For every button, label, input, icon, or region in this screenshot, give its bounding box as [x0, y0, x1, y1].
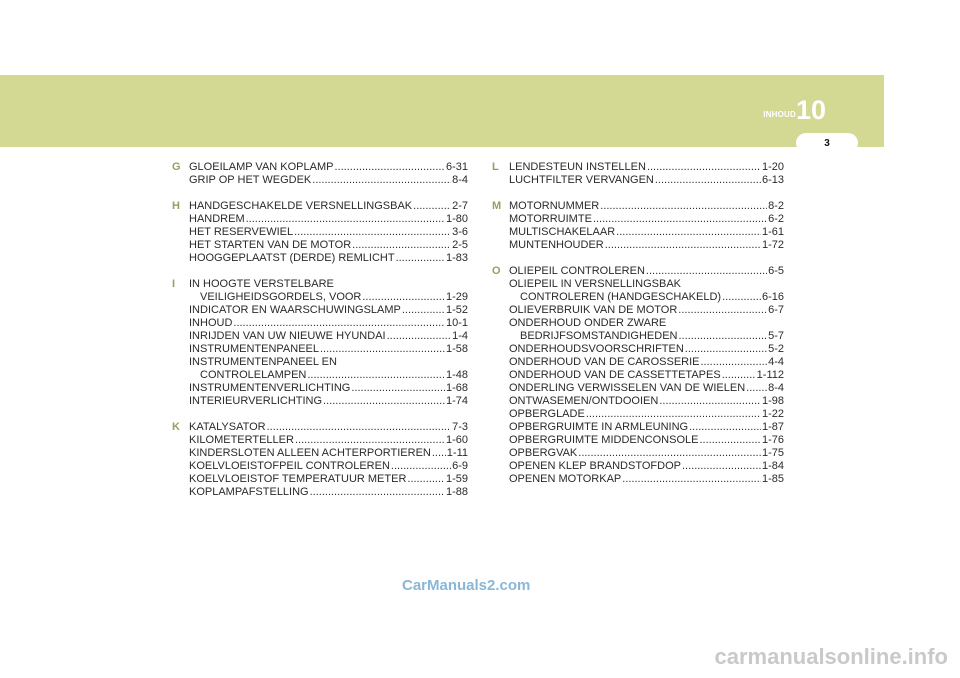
- index-entry[interactable]: [172, 291, 468, 304]
- index-entry[interactable]: [492, 447, 784, 460]
- entry-text: BEDRIJFSOMSTANDIGHEDEN: [520, 330, 678, 342]
- leader-dots: [678, 330, 767, 343]
- index-entry[interactable]: [172, 174, 468, 187]
- index-group: [172, 200, 468, 265]
- entry-text: HET STARTEN VAN DE MOTOR: [189, 239, 352, 251]
- entry-text: INRIJDEN VAN UW NIEUWE HYUNDAI: [189, 330, 386, 342]
- leader-dots: [593, 213, 767, 226]
- entry-text: OPBERGVAK: [509, 447, 578, 459]
- leader-dots: [622, 473, 761, 486]
- entry-page: 1-48: [445, 369, 468, 381]
- entry-text: INSTRUMENTENVERLICHTING: [189, 382, 351, 394]
- entry-page: 8-4: [452, 174, 468, 186]
- index-entry[interactable]: [172, 473, 468, 486]
- leader-dots: [233, 317, 445, 330]
- index-group: [172, 421, 468, 499]
- entry-text: INDICATOR EN WAARSCHUWINGSLAMP: [189, 304, 401, 316]
- index-entry: [172, 356, 468, 369]
- entry-text: OLIEPEIL IN VERSNELLINGSBAK: [509, 278, 681, 290]
- entry-page: 1-76: [761, 434, 784, 446]
- footer-watermark[interactable]: carmanualsonline.info: [714, 644, 948, 669]
- leader-dots: [362, 291, 445, 304]
- entry-page: 6-16: [761, 291, 784, 303]
- leader-dots: [323, 395, 445, 408]
- entry-text: OPBERGRUIMTE IN ARMLEUNING: [509, 421, 689, 433]
- index-entry[interactable]: [492, 291, 784, 304]
- index-column-right: [492, 161, 784, 499]
- leader-dots: [600, 200, 767, 213]
- leader-dots: [655, 174, 761, 187]
- index-entry[interactable]: [492, 421, 784, 434]
- index-entry[interactable]: [172, 369, 468, 382]
- entry-page: 1-84: [761, 460, 784, 472]
- leader-dots: [682, 460, 761, 473]
- leader-dots: [678, 304, 767, 317]
- index-entry[interactable]: [172, 395, 468, 408]
- entry-text: LENDESTEUN INSTELLEN: [509, 161, 646, 173]
- index-entry[interactable]: [492, 343, 784, 356]
- entry-text: HANDREM: [189, 213, 245, 225]
- index-entry[interactable]: [492, 473, 784, 486]
- entry-text: INSTRUMENTENPANEEL EN: [189, 356, 337, 368]
- leader-dots: [699, 434, 761, 447]
- entry-text: INSTRUMENTENPANEEL: [189, 343, 319, 355]
- entry-page: 2-5: [452, 239, 468, 251]
- index-entry[interactable]: [492, 174, 784, 187]
- leader-dots: [312, 174, 451, 187]
- entry-page: 8-4: [768, 382, 784, 394]
- entry-text: HOOGGEPLAATST (DERDE) REMLICHT: [189, 252, 395, 264]
- entry-text: OPBERGRUIMTE MIDDENCONSOLE: [509, 434, 699, 446]
- index-entry[interactable]: [492, 330, 784, 343]
- leader-dots: [307, 369, 445, 382]
- leader-dots: [689, 421, 761, 434]
- entry-text: MOTORNUMMER: [509, 200, 600, 212]
- entry-text: KOELVLOEISTOFPEIL CONTROLEREN: [189, 460, 390, 472]
- leader-dots: [701, 356, 768, 369]
- index-entry[interactable]: [492, 369, 784, 382]
- entry-page: 1-68: [445, 382, 468, 394]
- leader-dots: [578, 447, 761, 460]
- index-letter: L: [492, 161, 499, 173]
- leader-dots: [659, 395, 761, 408]
- entry-text: INHOUD: [189, 317, 233, 329]
- entry-text: IN HOOGTE VERSTELBARE: [189, 278, 334, 290]
- leader-dots: [407, 473, 445, 486]
- index-entry[interactable]: [172, 421, 468, 434]
- header-inner: [0, 75, 884, 147]
- page-number: 3: [824, 138, 830, 149]
- entry-page: 10-1: [445, 317, 468, 329]
- index-column-left: [172, 161, 468, 512]
- leader-dots: [320, 343, 445, 356]
- index-group: [492, 265, 784, 486]
- entry-page: 5-2: [768, 343, 784, 355]
- index-entry[interactable]: [492, 226, 784, 239]
- leader-dots: [295, 434, 445, 447]
- entry-text: ONDERHOUD ONDER ZWARE: [509, 317, 667, 329]
- index-entry[interactable]: [492, 408, 784, 421]
- leader-dots: [246, 213, 445, 226]
- index-entry[interactable]: [492, 304, 784, 317]
- leader-dots: [586, 408, 761, 421]
- entry-page: 6-9: [452, 460, 468, 472]
- entry-page: 1-22: [761, 408, 784, 420]
- entry-text: KILOMETERTELLER: [189, 434, 294, 446]
- leader-dots: [413, 200, 451, 213]
- entry-text: ONDERHOUDSVOORSCHRIFTEN: [509, 343, 684, 355]
- entry-text: KOELVLOEISTOF TEMPERATUUR METER: [189, 473, 407, 485]
- index-entry[interactable]: [172, 486, 468, 499]
- index-entry[interactable]: [172, 343, 468, 356]
- entry-page: 6-7: [768, 304, 784, 316]
- entry-text: KOPLAMPAFSTELLING: [189, 486, 309, 498]
- index-group: [492, 200, 784, 252]
- index-entry[interactable]: [172, 200, 468, 213]
- entry-text: MUNTENHOUDER: [509, 239, 604, 251]
- index-entry[interactable]: [172, 213, 468, 226]
- entry-page: 1-87: [761, 421, 784, 433]
- entry-text: ONDERHOUD VAN DE CAROSSERIE: [509, 356, 700, 368]
- entry-page: 1-52: [445, 304, 468, 316]
- entry-text: INTERIEURVERLICHTING: [189, 395, 323, 407]
- leader-dots: [722, 369, 756, 382]
- index-letter: K: [172, 421, 180, 433]
- leader-dots: [722, 291, 761, 304]
- entry-page: 4-4: [768, 356, 784, 368]
- index-entry[interactable]: [172, 434, 468, 447]
- entry-page: 1-80: [445, 213, 468, 225]
- leader-dots: [647, 161, 761, 174]
- index-entry[interactable]: [172, 317, 468, 330]
- entry-page: 1-59: [445, 473, 468, 485]
- leader-dots: [351, 382, 445, 395]
- entry-text: OPENEN KLEP BRANDSTOFDOP: [509, 460, 681, 472]
- entry-text: GRIP OP HET WEGDEK: [189, 174, 312, 186]
- leader-dots: [310, 486, 445, 499]
- index-letter: O: [492, 265, 501, 277]
- entry-text: HET RESERVEWIEL: [189, 226, 294, 238]
- entry-text: OPBERGLADE: [509, 408, 585, 420]
- index-entry[interactable]: [492, 265, 784, 278]
- entry-page: 6-2: [768, 213, 784, 225]
- leader-dots: [616, 226, 761, 239]
- header-band: [0, 75, 884, 147]
- index-entry[interactable]: [172, 226, 468, 239]
- index-entry[interactable]: [492, 239, 784, 252]
- entry-text: KINDERSLOTEN ALLEEN ACHTERPORTIEREN: [189, 447, 431, 459]
- index-entry[interactable]: [172, 330, 468, 343]
- entry-text: GLOEILAMP VAN KOPLAMP: [189, 161, 334, 173]
- entry-text: ONDERLING VERWISSELEN VAN DE WIELEN: [509, 382, 746, 394]
- index-letter: I: [172, 278, 176, 290]
- center-watermark[interactable]: CarManuals2.com: [402, 577, 531, 594]
- section-number: 10: [795, 95, 826, 125]
- index-entry: [492, 278, 784, 291]
- leader-dots: [267, 421, 451, 434]
- index-letter: G: [172, 161, 181, 173]
- entry-page: 1-20: [761, 161, 784, 173]
- leader-dots: [646, 265, 767, 278]
- entry-text: VEILIGHEIDSGORDELS, VOOR: [200, 291, 362, 303]
- entry-page: 1-74: [445, 395, 468, 407]
- index-entry[interactable]: [492, 395, 784, 408]
- index-entry[interactable]: [492, 382, 784, 395]
- leader-dots: [402, 304, 445, 317]
- leader-dots: [294, 226, 451, 239]
- index-entry[interactable]: [172, 239, 468, 252]
- entry-text: KATALYSATOR: [189, 421, 266, 433]
- index-entry[interactable]: [172, 304, 468, 317]
- index-letter: H: [172, 200, 180, 212]
- entry-page: 1-98: [761, 395, 784, 407]
- leader-dots: [685, 343, 767, 356]
- index-entry[interactable]: [172, 252, 468, 265]
- entry-text: HANDGESCHAKELDE VERSNELLINGSBAK: [189, 200, 413, 212]
- index-entry[interactable]: [492, 356, 784, 369]
- entry-page: 8-2: [768, 200, 784, 212]
- entry-text: OPENEN MOTORKAP: [509, 473, 622, 485]
- entry-page: 1-112: [756, 369, 784, 381]
- entry-text: ONTWASEMEN/ONTDOOIEN: [509, 395, 659, 407]
- index-entry[interactable]: [492, 161, 784, 174]
- entry-text: MOTORRUIMTE: [509, 213, 592, 225]
- entry-text: MULTISCHAKELAAR: [509, 226, 616, 238]
- entry-page: 6-13: [761, 174, 784, 186]
- entry-page: 1-11: [446, 447, 468, 459]
- entry-page: 7-3: [452, 421, 468, 433]
- leader-dots: [352, 239, 451, 252]
- entry-page: 5-7: [768, 330, 784, 342]
- entry-page: 1-60: [445, 434, 468, 446]
- index-entry: [492, 317, 784, 330]
- leader-dots: [432, 447, 446, 460]
- index-entry: [172, 278, 468, 291]
- index-letter: M: [492, 200, 502, 212]
- leader-dots: [334, 161, 444, 174]
- index-group: [172, 278, 468, 408]
- leader-dots: [605, 239, 761, 252]
- index-entry[interactable]: [172, 447, 468, 460]
- section-label: INHOUD: [763, 110, 796, 119]
- entry-page: 1-72: [761, 239, 784, 251]
- leader-dots: [396, 252, 445, 265]
- index-entry[interactable]: [172, 460, 468, 473]
- index-entry[interactable]: [172, 382, 468, 395]
- page-tab: [796, 133, 858, 153]
- index-entry[interactable]: [172, 161, 468, 174]
- entry-text: LUCHTFILTER VERVANGEN: [509, 174, 654, 186]
- entry-page: 1-85: [761, 473, 784, 485]
- entry-text: CONTROLEREN (HANDGESCHAKELD): [520, 291, 722, 303]
- index-entry[interactable]: [492, 460, 784, 473]
- leader-dots: [387, 330, 452, 343]
- index-group: [492, 161, 784, 187]
- entry-page: 2-7: [452, 200, 468, 212]
- index-entry[interactable]: [492, 434, 784, 447]
- entry-text: OLIEVERBRUIK VAN DE MOTOR: [509, 304, 678, 316]
- index-group: [172, 161, 468, 187]
- entry-text: ONDERHOUD VAN DE CASSETTETAPES: [509, 369, 721, 381]
- entry-page: 1-58: [445, 343, 468, 355]
- entry-page: 6-5: [768, 265, 784, 277]
- entry-page: 1-75: [761, 447, 784, 459]
- leader-dots: [391, 460, 451, 473]
- entry-page: 1-4: [452, 330, 468, 342]
- entry-page: 1-88: [445, 486, 468, 498]
- entry-page: 3-6: [452, 226, 468, 238]
- leader-dots: [746, 382, 767, 395]
- entry-page: 1-83: [445, 252, 468, 264]
- entry-page: 1-29: [445, 291, 468, 303]
- entry-text: OLIEPEIL CONTROLEREN: [509, 265, 645, 277]
- index-entry[interactable]: [492, 213, 784, 226]
- entry-page: 1-61: [761, 226, 784, 238]
- entry-page: 6-31: [445, 161, 468, 173]
- index-entry[interactable]: [492, 200, 784, 213]
- entry-text: CONTROLELAMPEN: [200, 369, 307, 381]
